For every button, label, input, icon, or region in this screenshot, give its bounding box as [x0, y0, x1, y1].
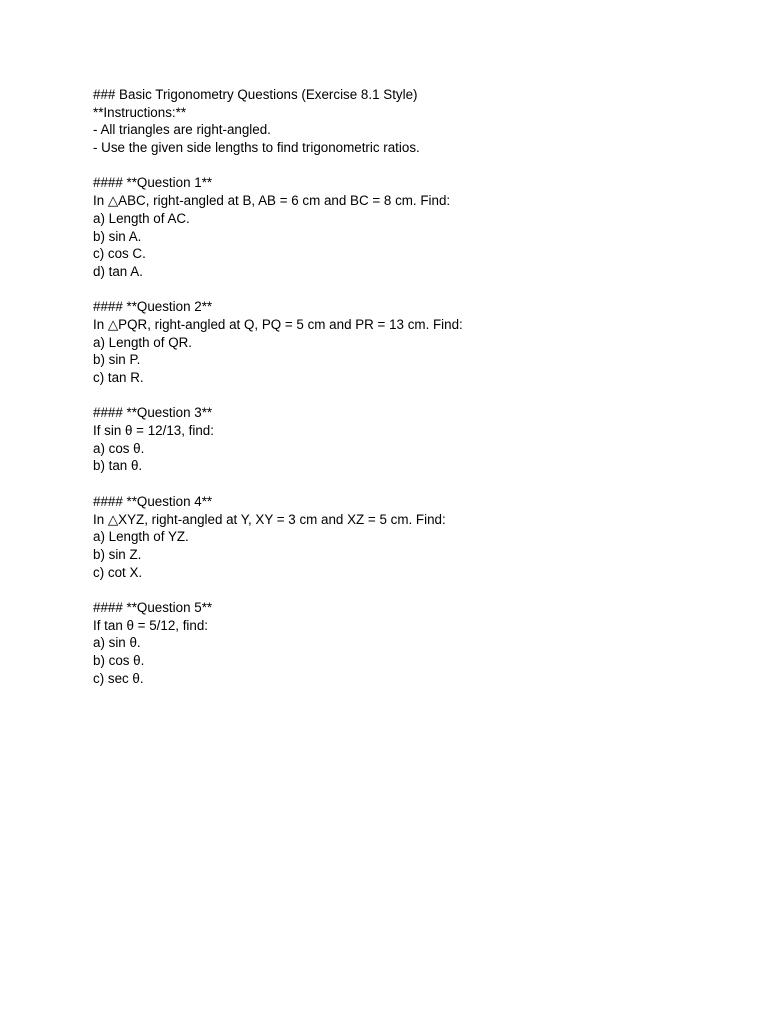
- spacer: [93, 157, 713, 175]
- spacer: [93, 475, 713, 493]
- spacer: [93, 281, 713, 299]
- question-block: [93, 493, 713, 581]
- question-part: b) sin Z.: [93, 546, 142, 562]
- document-title: ### Basic Trigonometry Questions (Exercise 8.1 Style): [93, 87, 418, 102]
- question-prompt: If tan θ = 5/12, find:: [93, 617, 209, 633]
- question-prompt: In △ABC, right-angled at B, AB = 6 cm and BC = 8 cm. Find:: [93, 193, 451, 209]
- question-part: c) tan R.: [93, 370, 144, 385]
- question-part: c) cot X.: [93, 564, 143, 580]
- question-part: b) sin A.: [93, 228, 142, 244]
- instruction-item: - All triangles are right-angled.: [93, 122, 271, 138]
- question-part: b) cos θ.: [93, 653, 145, 668]
- question-heading: #### **Question 3**: [93, 405, 213, 421]
- question-prompt: If sin θ = 12/13, find:: [93, 423, 214, 439]
- question-part: d) tan A.: [93, 263, 143, 279]
- question-block: [93, 599, 713, 687]
- document-body: [93, 86, 713, 687]
- question-part: c) cos C.: [93, 246, 146, 262]
- question-part: c) sec θ.: [93, 670, 144, 686]
- question-part: a) cos θ.: [93, 440, 145, 456]
- question-part: a) Length of YZ.: [93, 529, 189, 545]
- question-heading: #### **Question 5**: [93, 599, 213, 615]
- question-heading: #### **Question 1**: [93, 175, 213, 191]
- spacer: [93, 581, 713, 599]
- question-block: [93, 404, 713, 475]
- question-block: [93, 298, 713, 386]
- question-part: a) Length of AC.: [93, 210, 190, 226]
- instruction-item: - Use the given side lengths to find trigonometric ratios.: [93, 140, 420, 156]
- question-part: b) tan θ.: [93, 458, 143, 474]
- question-block: [93, 174, 713, 280]
- question-heading: #### **Question 4**: [93, 493, 213, 509]
- question-heading: #### **Question 2**: [93, 299, 213, 315]
- question-part: a) Length of QR.: [93, 334, 192, 350]
- spacer: [93, 387, 713, 405]
- question-prompt: In △XYZ, right-angled at Y, XY = 3 cm and XZ = 5 cm. Find:: [93, 511, 446, 527]
- instructions-heading: **Instructions:**: [93, 104, 187, 120]
- question-prompt: In △PQR, right-angled at Q, PQ = 5 cm and PR = 13 cm. Find:: [93, 316, 463, 332]
- question-part: b) sin P.: [93, 352, 141, 368]
- question-part: a) sin θ.: [93, 635, 141, 651]
